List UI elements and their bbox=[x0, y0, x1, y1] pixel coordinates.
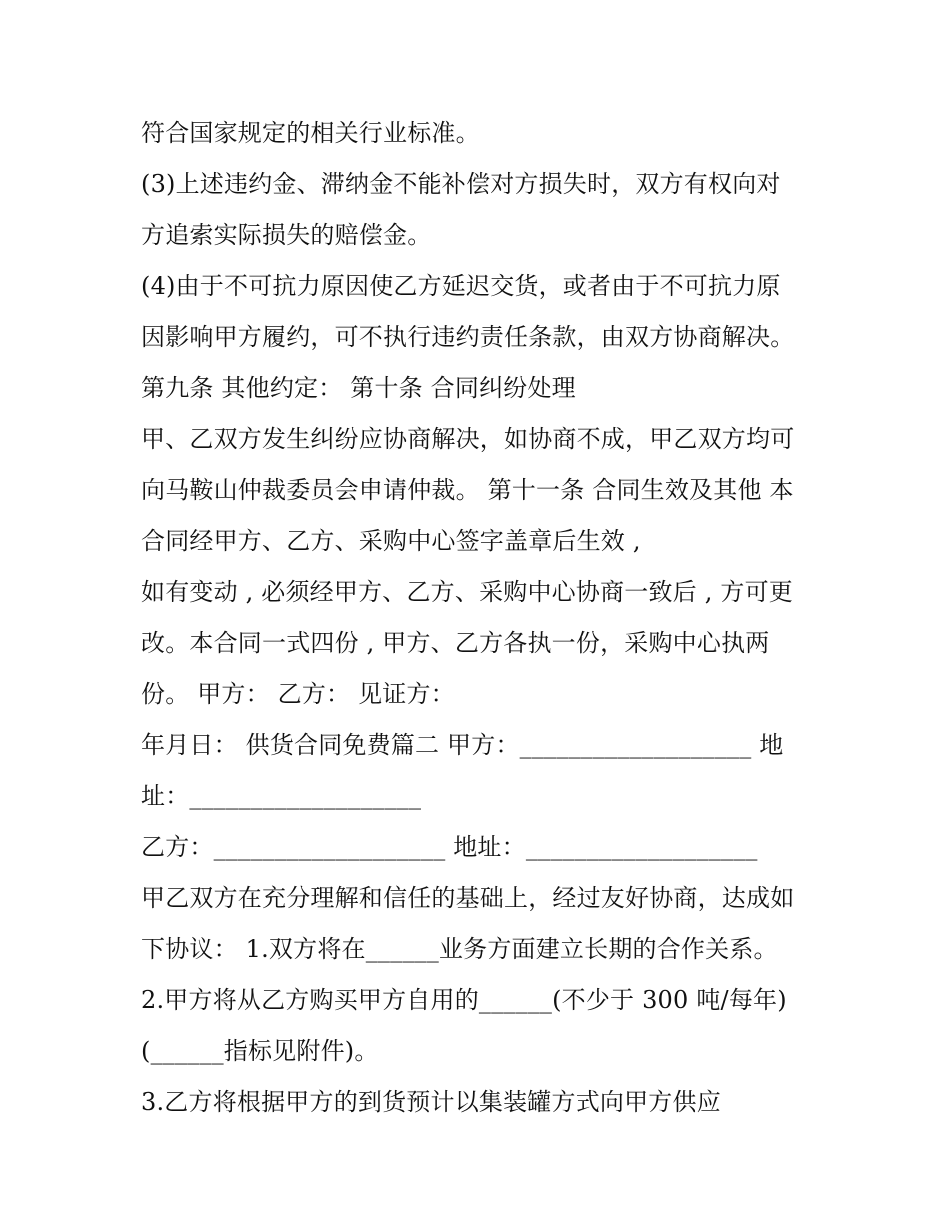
text-line-17: 下协议： 1.双方将在______业务方面建立长期的合作关系。 bbox=[141, 935, 778, 963]
text-line-12: 份。 甲方： 乙方： 见证方： bbox=[141, 680, 455, 708]
text-line-10: 如有变动 , 必须经甲方、乙方、采购中心协商一致后 , 方可更 bbox=[141, 578, 793, 606]
text-line-16: 甲乙双方在充分理解和信任的基础上，经过友好协商，达成如 bbox=[141, 884, 795, 912]
text-line-11: 改。本合同一式四份 , 甲方、乙方各执一份，采购中心执两 bbox=[141, 629, 770, 657]
text-line-15: 乙方：___________________ 地址：___________________ bbox=[141, 833, 758, 861]
text-line-19: (______指标见附件)。 bbox=[141, 1037, 379, 1065]
text-line-18: 2.甲方将从乙方购买甲方自用的______(不少于 300 吨/每年) bbox=[141, 986, 787, 1014]
text-line-7: 甲、乙双方发生纠纷应协商解决，如协商不成，甲乙双方均可 bbox=[141, 425, 795, 453]
text-line-5: 因影响甲方履约，可不执行违约责任条款，由双方协商解决。 bbox=[141, 323, 795, 351]
text-line-14: 址：___________________ bbox=[141, 782, 422, 810]
text-line-8: 向马鞍山仲裁委员会申请仲裁。 第十一条 合同生效及其他 本 bbox=[141, 476, 794, 504]
text-line-13: 年月日： 供货合同免费篇二 甲方：___________________ 地 bbox=[141, 731, 784, 759]
text-line-1: 符合国家规定的相关行业标准。 bbox=[141, 119, 480, 147]
text-line-4: (4)由于不可抗力原因使乙方延迟交货，或者由于不可抗力原 bbox=[141, 272, 781, 300]
text-line-9: 合同经甲方、乙方、采购中心签字盖章后生效 , bbox=[141, 527, 641, 555]
text-line-20: 3.乙方将根据甲方的到货预计以集装罐方式向甲方供应 bbox=[141, 1088, 721, 1116]
document-body bbox=[141, 108, 831, 1128]
text-line-6: 第九条 其他约定： 第十条 合同纠纷处理 bbox=[141, 374, 576, 402]
text-line-3: 方追索实际损失的赔偿金。 bbox=[141, 221, 432, 249]
text-line-2: (3)上述违约金、滞纳金不能补偿对方损失时，双方有权向对 bbox=[141, 170, 781, 198]
